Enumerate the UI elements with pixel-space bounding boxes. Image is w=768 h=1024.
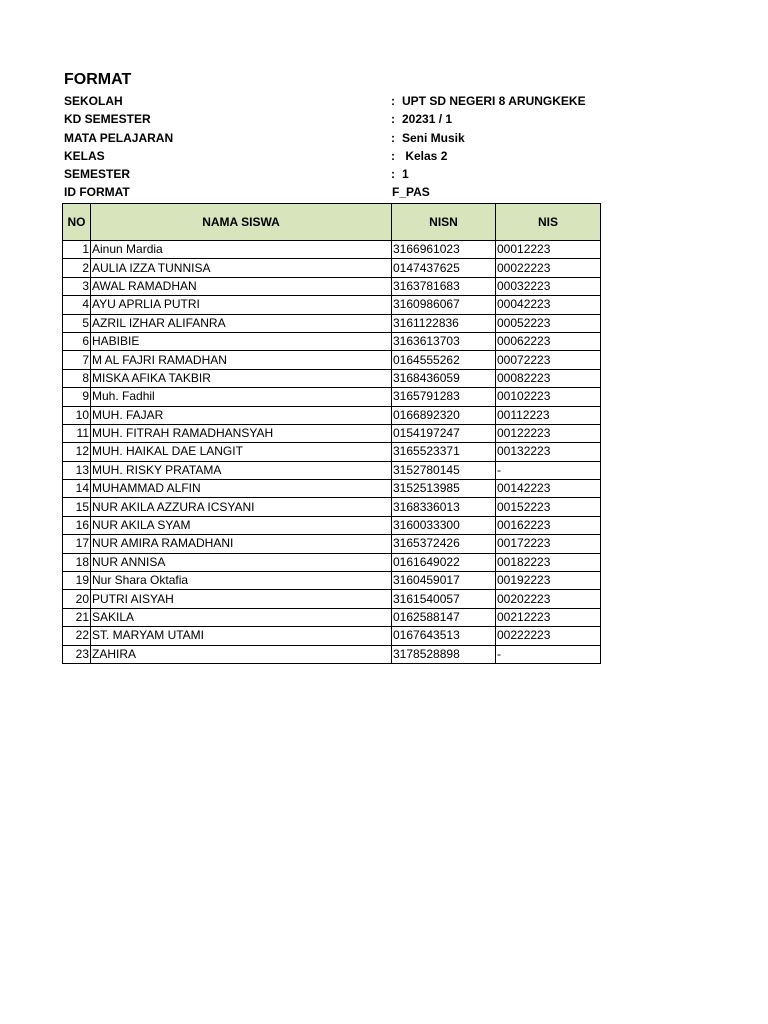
table-row	[63, 296, 601, 314]
table-row	[63, 351, 601, 369]
cell-nama-siswa[interactable]: MUH. FITRAH RAMADHANSYAH	[91, 424, 392, 442]
header-field-value[interactable]: F_PAS	[392, 185, 430, 200]
cell-no[interactable]: 22	[63, 627, 91, 645]
table-row	[63, 241, 601, 259]
cell-nama-siswa[interactable]: MUHAMMAD ALFIN	[91, 480, 392, 498]
cell-nama-siswa[interactable]: PUTRI AISYAH	[91, 590, 392, 608]
table-row	[63, 572, 601, 590]
header-field-colon: :	[391, 130, 395, 145]
cell-nama-siswa[interactable]: AYU APRLIA PUTRI	[91, 296, 392, 314]
cell-nisn[interactable]: 3161122836	[392, 314, 496, 332]
cell-nis[interactable]: 00102223	[496, 388, 601, 406]
cell-nama-siswa[interactable]: Ainun Mardia	[91, 241, 392, 259]
cell-nis[interactable]: 00142223	[496, 480, 601, 498]
cell-nis[interactable]: 00202223	[496, 590, 601, 608]
cell-nis[interactable]: 00082223	[496, 369, 601, 387]
table-row	[63, 424, 601, 442]
cell-no[interactable]: 15	[63, 498, 91, 516]
cell-nis[interactable]: 00042223	[496, 296, 601, 314]
column-header-nis[interactable]: NIS	[496, 204, 601, 241]
cell-no[interactable]: 3	[63, 277, 91, 295]
cell-nama-siswa[interactable]: Muh. Fadhil	[91, 388, 392, 406]
cell-nisn[interactable]: 0164555262	[392, 351, 496, 369]
cell-nisn[interactable]: 0147437625	[392, 259, 496, 277]
header-field-label: KD SEMESTER	[64, 112, 151, 127]
cell-no[interactable]: 1	[63, 241, 91, 259]
cell-nama-siswa[interactable]: AWAL RAMADHAN	[91, 277, 392, 295]
table-row	[63, 443, 601, 461]
cell-nisn[interactable]: 3163613703	[392, 332, 496, 350]
cell-nisn[interactable]: 3178528898	[392, 645, 496, 663]
table-row	[63, 388, 601, 406]
cell-nis[interactable]: 00212223	[496, 608, 601, 626]
cell-nama-siswa[interactable]: MUH. FAJAR	[91, 406, 392, 424]
header-field-label: SEKOLAH	[64, 94, 123, 108]
cell-nisn[interactable]: 3165791283	[392, 388, 496, 406]
table-row	[63, 480, 601, 498]
cell-nama-siswa[interactable]: ST. MARYAM UTAMI	[91, 627, 392, 645]
cell-nisn[interactable]: 3165372426	[392, 535, 496, 553]
cell-no[interactable]: 20	[63, 590, 91, 608]
table-row	[63, 498, 601, 516]
table-row	[63, 535, 601, 553]
cell-nisn[interactable]: 3160986067	[392, 296, 496, 314]
table-row	[63, 553, 601, 571]
cell-nis[interactable]: 00052223	[496, 314, 601, 332]
cell-nis[interactable]: 00022223	[496, 259, 601, 277]
header-field-row	[64, 147, 604, 165]
cell-nama-siswa[interactable]: ZAHIRA	[91, 645, 392, 663]
cell-no[interactable]: 6	[63, 332, 91, 350]
cell-no[interactable]: 14	[63, 480, 91, 498]
cell-nis[interactable]: 00062223	[496, 332, 601, 350]
column-header-nisn[interactable]: NISN	[392, 204, 496, 241]
cell-nis[interactable]: 00132223	[496, 443, 601, 461]
cell-nisn[interactable]: 3152513985	[392, 480, 496, 498]
cell-nisn[interactable]: 0161649022	[392, 553, 496, 571]
cell-nama-siswa[interactable]: HABIBIE	[91, 332, 392, 350]
table-row	[63, 259, 601, 277]
cell-nis[interactable]: 00112223	[496, 406, 601, 424]
table-header-row	[63, 204, 601, 241]
cell-nis[interactable]: 00192223	[496, 572, 601, 590]
table-row	[63, 645, 601, 663]
cell-nisn[interactable]: 3168336013	[392, 498, 496, 516]
page-title: FORMAT	[64, 71, 132, 88]
cell-nama-siswa[interactable]: SAKILA	[91, 608, 392, 626]
header-field-row	[64, 92, 604, 110]
table-row	[63, 461, 601, 479]
cell-no[interactable]: 2	[63, 259, 91, 277]
header-field-value[interactable]: Kelas 2	[402, 148, 448, 163]
table-row	[63, 627, 601, 645]
cell-nama-siswa[interactable]: MISKA AFIKA TAKBIR	[91, 369, 392, 387]
cell-no[interactable]: 19	[63, 572, 91, 590]
cell-nis[interactable]: 00072223	[496, 351, 601, 369]
cell-nisn[interactable]: 3165523371	[392, 443, 496, 461]
cell-nisn[interactable]: 0167643513	[392, 627, 496, 645]
header-field-value[interactable]: 20231 / 1	[402, 112, 453, 127]
header-field-colon: :	[391, 94, 395, 108]
table-row	[63, 369, 601, 387]
header-field-value[interactable]: Seni Musik	[402, 130, 465, 145]
cell-nisn[interactable]: 3160033300	[392, 516, 496, 534]
column-header-no[interactable]: NO	[63, 204, 91, 241]
header-field-row	[64, 165, 604, 183]
header-field-row	[64, 183, 604, 201]
cell-no[interactable]: 9	[63, 388, 91, 406]
header-field-row	[64, 129, 604, 147]
cell-no[interactable]: 18	[63, 553, 91, 571]
cell-nis[interactable]: 00012223	[496, 241, 601, 259]
cell-nama-siswa[interactable]: NUR AKILA SYAM	[91, 516, 392, 534]
table-row	[63, 406, 601, 424]
cell-nisn[interactable]: 0154197247	[392, 424, 496, 442]
cell-nisn[interactable]: 3161540057	[392, 590, 496, 608]
cell-no[interactable]: 16	[63, 516, 91, 534]
header-field-label: SEMESTER	[64, 167, 131, 182]
table-row	[63, 516, 601, 534]
cell-no[interactable]: 4	[63, 296, 91, 314]
cell-nama-siswa[interactable]: AULIA IZZA TUNNISA	[91, 259, 392, 277]
cell-nis[interactable]: 00182223	[496, 553, 601, 571]
header-field-label: KELAS	[64, 148, 105, 163]
cell-nis[interactable]: 00162223	[496, 516, 601, 534]
cell-no[interactable]: 13	[63, 461, 91, 479]
header-field-colon: :	[391, 148, 395, 163]
cell-no[interactable]: 5	[63, 314, 91, 332]
header-fields	[64, 92, 604, 202]
cell-no[interactable]: 17	[63, 535, 91, 553]
cell-no[interactable]: 23	[63, 645, 91, 663]
cell-nis[interactable]: 00032223	[496, 277, 601, 295]
cell-nama-siswa[interactable]: NUR AKILA AZZURA ICSYANI	[91, 498, 392, 516]
table-row	[63, 608, 601, 626]
student-table	[62, 203, 601, 664]
table-row	[63, 314, 601, 332]
table-row	[63, 590, 601, 608]
cell-no[interactable]: 8	[63, 369, 91, 387]
cell-nama-siswa[interactable]: MUH. HAIKAL DAE LANGIT	[91, 443, 392, 461]
header-field-value[interactable]: UPT SD NEGERI 8 ARUNGKEKE	[402, 94, 586, 108]
cell-no[interactable]: 11	[63, 424, 91, 442]
cell-nis[interactable]: 00122223	[496, 424, 601, 442]
cell-nisn[interactable]: 3160459017	[392, 572, 496, 590]
cell-nisn[interactable]: 3166961023	[392, 241, 496, 259]
cell-no[interactable]: 7	[63, 351, 91, 369]
cell-nama-siswa[interactable]: NUR AMIRA RAMADHANI	[91, 535, 392, 553]
header-field-colon: :	[391, 112, 395, 127]
cell-nis[interactable]: 00172223	[496, 535, 601, 553]
cell-nisn[interactable]: 3152780145	[392, 461, 496, 479]
cell-nisn[interactable]: 0166892320	[392, 406, 496, 424]
cell-nama-siswa[interactable]: M AL FAJRI RAMADHAN	[91, 351, 392, 369]
cell-nis[interactable]: -	[496, 645, 601, 663]
cell-nama-siswa[interactable]: NUR ANNISA	[91, 553, 392, 571]
table-row	[63, 277, 601, 295]
header-field-label: MATA PELAJARAN	[64, 130, 174, 145]
table-row	[63, 332, 601, 350]
header-field-value[interactable]: 1	[402, 167, 409, 182]
cell-no[interactable]: 12	[63, 443, 91, 461]
cell-nisn[interactable]: 3168436059	[392, 369, 496, 387]
column-header-nama-siswa[interactable]: NAMA SISWA	[91, 204, 392, 241]
cell-nis[interactable]: -	[496, 461, 601, 479]
cell-nama-siswa[interactable]: MUH. RISKY PRATAMA	[91, 461, 392, 479]
cell-no[interactable]: 21	[63, 608, 91, 626]
cell-nisn[interactable]: 0162588147	[392, 608, 496, 626]
cell-no[interactable]: 10	[63, 406, 91, 424]
cell-nis[interactable]: 00222223	[496, 627, 601, 645]
cell-nama-siswa[interactable]: AZRIL IZHAR ALIFANRA	[91, 314, 392, 332]
header-field-colon: :	[391, 167, 395, 182]
header-field-row	[64, 110, 604, 128]
header-field-label: ID FORMAT	[64, 185, 130, 200]
cell-nama-siswa[interactable]: Nur Shara Oktafia	[91, 572, 392, 590]
cell-nisn[interactable]: 3163781683	[392, 277, 496, 295]
cell-nis[interactable]: 00152223	[496, 498, 601, 516]
